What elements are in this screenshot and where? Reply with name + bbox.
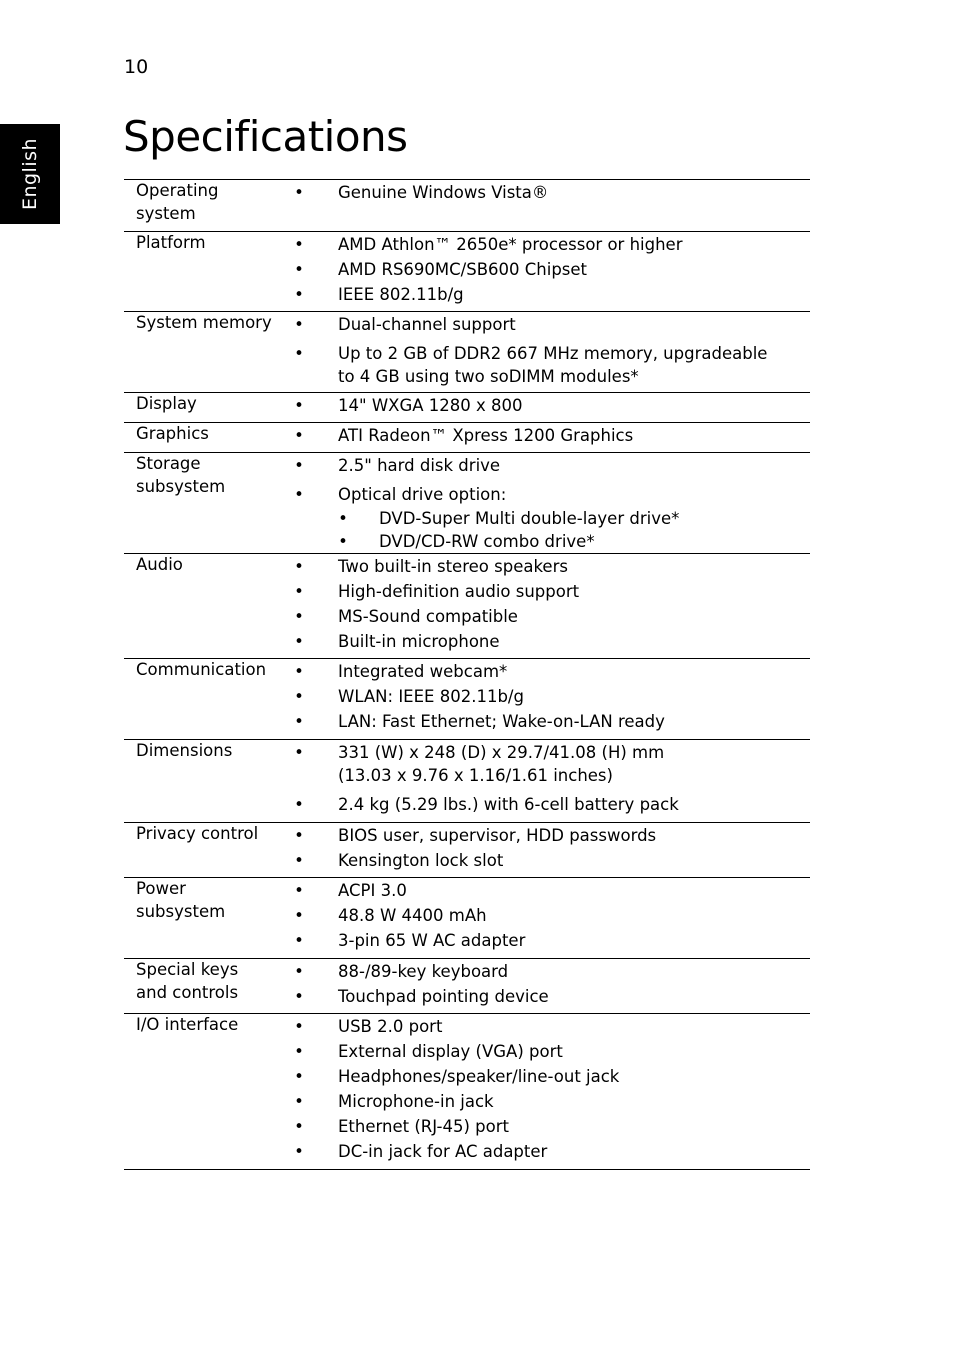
spec-items [284,740,810,818]
bullet: • [294,582,304,601]
spec-items [284,1014,810,1165]
spec-item [284,1064,810,1089]
spec-item-text: 88-/89-key keyboard [338,962,509,981]
spec-items [284,554,810,654]
spec-label [124,878,284,954]
spec-row-power-subsystem [124,877,810,958]
spec-item [284,1014,810,1039]
spec-label-line: subsystem [136,476,226,496]
spec-item-text-continued: to 4 GB using two soDIMM modules* [338,367,639,386]
spec-item [284,282,810,307]
spec-item-text: Kensington lock slot [338,851,504,870]
bullet: • [294,1142,304,1161]
bullet: • [294,344,304,363]
bullet: • [294,1067,304,1086]
spec-item-text: 48.8 W 4400 mAh [338,906,487,925]
spec-item-text: Touchpad pointing device [338,987,549,1006]
spec-items [284,659,810,735]
spec-label [124,740,284,818]
bullet: • [294,456,304,475]
spec-label [124,180,284,227]
spec-label-line: Power [136,879,186,898]
spec-item [284,453,810,478]
spec-label [124,823,284,873]
spec-item-text: High-definition audio support [338,582,580,601]
spec-item-text: 2.5" hard disk drive [338,456,501,475]
spec-label-line: Storage [136,454,201,473]
spec-item-text: AMD RS690MC/SB600 Chipset [338,260,588,279]
spec-item [284,1139,810,1164]
sub-item [338,530,810,553]
spec-row-operating-system [124,180,810,231]
spec-label-line: Privacy control [136,824,259,843]
spec-item-text: WLAN: IEEE 802.11b/g [338,687,524,706]
bullet: • [338,532,348,551]
bullet: • [294,260,304,279]
spec-label-line: subsystem [136,901,226,921]
page-number: 10 [124,56,149,78]
spec-items [284,180,810,227]
spec-label-line: Graphics [136,424,209,443]
spec-item-text: 2.4 kg (5.29 lbs.) with 6-cell battery pack [338,795,679,814]
spec-row-platform [124,231,810,311]
spec-items [284,959,810,1009]
spec-item-text: ATI Radeon™ Xpress 1200 Graphics [338,426,634,445]
spec-items [284,823,810,873]
spec-items [284,232,810,307]
bullet: • [294,426,304,445]
spec-item [284,792,810,817]
spec-item-text: Up to 2 GB of DDR2 667 MHz memory, upgradeable [338,344,768,363]
spec-items [284,312,810,388]
spec-item-text: Two built-in stereo speakers [338,557,568,576]
spec-row-io-interface [124,1013,810,1169]
spec-label-line: Operating [136,181,219,200]
spec-item [284,232,810,257]
bullet: • [294,662,304,681]
spec-item [284,984,810,1009]
spec-row-special-keys [124,958,810,1013]
spec-label [124,959,284,1009]
bullet: • [294,1092,304,1111]
spec-item [284,959,810,984]
spec-label-line: Audio [136,555,183,574]
spec-row-graphics [124,422,810,452]
spec-item-text: Microphone-in jack [338,1092,494,1111]
spec-item-text: DC-in jack for AC adapter [338,1142,548,1161]
spec-item-text: USB 2.0 port [338,1017,443,1036]
bullet: • [294,1017,304,1036]
bullet: • [294,607,304,626]
spec-row-display [124,392,810,422]
bullet: • [294,235,304,254]
spec-label-line: Display [136,394,197,413]
bullet: • [294,987,304,1006]
spec-row-audio [124,553,810,658]
spec-item [284,312,810,337]
spec-item [284,579,810,604]
spec-item [284,848,810,873]
spec-item-text: Ethernet (RJ-45) port [338,1117,509,1136]
spec-label [124,1014,284,1165]
bullet: • [294,557,304,576]
spec-row-system-memory [124,311,810,392]
bullet: • [294,396,304,415]
spec-label-line: I/O interface [136,1015,239,1034]
bullet: • [294,795,304,814]
spec-item [284,823,810,848]
spec-item [284,257,810,282]
spec-item [284,1089,810,1114]
spec-row-privacy-control [124,822,810,877]
bullet: • [294,687,304,706]
specifications-table [124,179,810,1170]
spec-label-line: Dimensions [136,741,233,760]
spec-item-text: 14" WXGA 1280 x 800 [338,396,523,415]
spec-label [124,393,284,418]
language-side-tab [0,124,60,224]
spec-items [284,393,810,418]
spec-label [124,232,284,307]
spec-item-text: IEEE 802.11b/g [338,285,464,304]
spec-label-line: Platform [136,233,206,252]
bullet: • [294,485,304,504]
spec-item-text: 3-pin 65 W AC adapter [338,931,526,950]
bullet: • [338,509,348,528]
bullet: • [294,183,304,202]
spec-label [124,312,284,388]
spec-item-text: Dual-channel support [338,315,516,334]
spec-item [284,1114,810,1139]
spec-items [284,453,810,549]
spec-item [284,878,810,903]
sub-item [338,507,810,530]
bullet: • [294,632,304,651]
bullet: • [294,315,304,334]
spec-item [284,604,810,629]
spec-item [284,629,810,654]
spec-label-line: Communication [136,660,267,679]
bullet: • [294,931,304,950]
spec-item [284,903,810,928]
spec-item-text: LAN: Fast Ethernet; Wake-on-LAN ready [338,712,665,731]
bullet: • [294,881,304,900]
sub-items [338,507,810,553]
spec-item [284,659,810,684]
spec-item-text: Headphones/speaker/line-out jack [338,1067,620,1086]
spec-item [284,393,810,418]
spec-item [284,482,810,553]
bullet: • [294,712,304,731]
spec-label-line: Special keys [136,960,239,979]
spec-item [284,180,810,205]
spec-row-communication [124,658,810,739]
spec-item [284,709,810,734]
spec-item [284,423,810,448]
spec-items [284,878,810,954]
spec-item-text: External display (VGA) port [338,1042,563,1061]
spec-row-storage-subsystem [124,452,810,553]
spec-item-text: Integrated webcam* [338,662,508,681]
spec-item-text: MS-Sound compatible [338,607,518,626]
side-tab-label: English [19,137,41,211]
spec-items [284,423,810,448]
bullet: • [294,851,304,870]
spec-label-line: System memory [136,313,272,332]
spec-row-dimensions [124,739,810,822]
spec-item-text: Optical drive option: [338,485,507,504]
spec-label [124,453,284,549]
sub-item-text: DVD/CD-RW combo drive* [379,532,595,551]
spec-item-text: Genuine Windows Vista® [338,183,549,202]
spec-item [284,1039,810,1064]
spec-item [284,684,810,709]
bullet: • [294,743,304,762]
bullet: • [294,962,304,981]
spec-item-text: Built-in microphone [338,632,500,651]
spec-label [124,554,284,654]
spec-item-text: ACPI 3.0 [338,881,407,900]
bullet: • [294,285,304,304]
spec-item-text: BIOS user, supervisor, HDD passwords [338,826,657,845]
spec-item-text: AMD Athlon™ 2650e* processor or higher [338,235,683,254]
spec-item [284,554,810,579]
spec-item-text: 331 (W) x 248 (D) x 29.7/41.08 (H) mm [338,743,665,762]
page-title: Specifications [123,112,408,161]
spec-label-line: and controls [136,982,239,1002]
spec-label [124,659,284,735]
bullet: • [294,1117,304,1136]
spec-label [124,423,284,448]
spec-item [284,740,810,788]
spec-item [284,928,810,953]
spec-item [284,341,810,389]
spec-label-line: system [136,203,196,223]
sub-item-text: DVD-Super Multi double-layer drive* [379,509,680,528]
bullet: • [294,1042,304,1061]
spec-item-text-continued: (13.03 x 9.76 x 1.16/1.61 inches) [338,766,613,785]
bullet: • [294,826,304,845]
bullet: • [294,906,304,925]
